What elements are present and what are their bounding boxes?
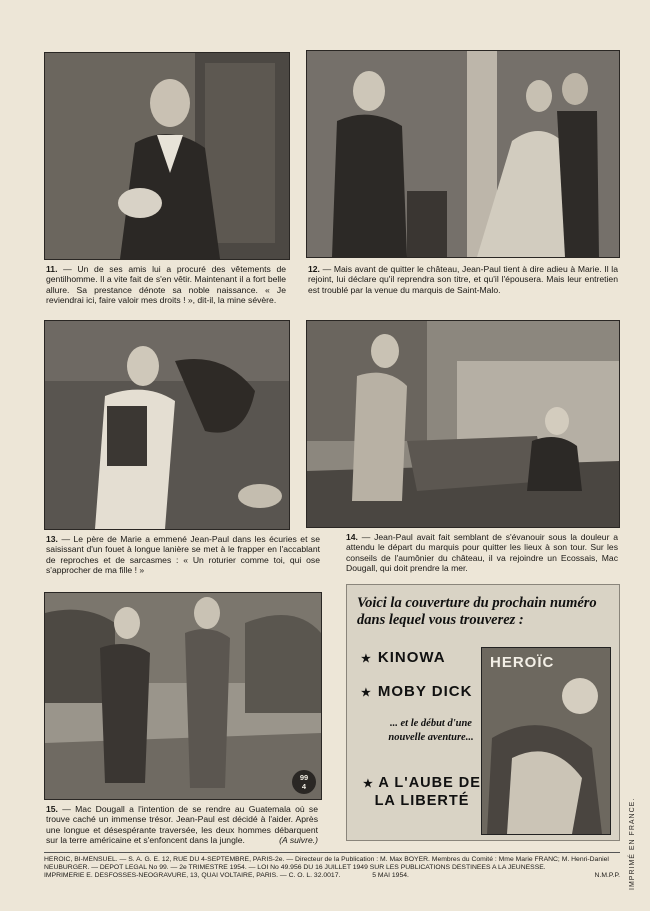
nmpp-mark: N.M.P.P. [594, 872, 620, 880]
next-cover-image [481, 647, 611, 835]
star-icon: ★ [361, 687, 372, 699]
ad-item-kinowa [361, 649, 446, 666]
photo-panel-11 [44, 52, 290, 260]
ad-heading: Voici la couverture du prochain numéro dans lequel vous trouverez : [357, 595, 597, 628]
ad-small-text: ... et le début d'une nouvelle aventure... [388, 718, 474, 743]
panel-text: — Un de ses amis lui a procuré des vêtements de gentilhomme. Il a vite fait de s'en vêtir. Maintenant il a fort belle allure. Sa prestance dénote sa noble naissance. « Je reviendrai ici, faire valoir mes droits ! », dit-il, la mine sévère. [46, 264, 287, 306]
photo-panel-12 [306, 50, 620, 258]
star-icon: ★ [361, 653, 372, 665]
issue-badge [292, 770, 316, 794]
caption-panel-11 [46, 264, 286, 306]
imprint-line-1: HEROIC, BI-MENSUEL. — S. A. G. E. 12, RUE DU 4-SEPTEMBRE, PARIS-2e. — Directeur de la Publication : M. Max BOYER. Membres du Comité : Mme Marie FRANC; M. Henri-Daniel NEUBURGER. — DEPOT LEGAL No 99. — 2e TRIMESTRE 1954. — LOI No 49.956 DU 16 JUILLET 1949 SUR LES PUBLICATIONS DESTINEES A LA JEUNESSE. [44, 856, 609, 872]
print-date: 5 MAI 1954. [372, 872, 409, 880]
ad-item-moby-dick [361, 683, 472, 700]
badge-bottom: 4 [301, 782, 307, 791]
ad-final-title [361, 775, 483, 809]
footer-rule [44, 852, 620, 853]
printer-info: IMPRIMERIE E. DESFOSSES-NEOGRAVURE, 13, QUAI VOLTAIRE, PARIS. — C. O. L. 32.0017. [44, 872, 341, 880]
caption-panel-12 [308, 264, 618, 295]
imprint-footer [44, 856, 620, 881]
imprint-line-2 [44, 872, 620, 880]
to-be-continued: (A suivre.) [279, 835, 318, 846]
caption-panel-13 [46, 534, 320, 576]
star-icon: ★ [363, 778, 374, 790]
panel-number: 13. [46, 534, 58, 544]
photo-panel-15 [44, 592, 322, 800]
printed-in-france-vertical [629, 797, 639, 890]
badge-top: 99 [299, 773, 309, 782]
next-issue-ad [346, 584, 620, 841]
panel-text: — Jean-Paul avait fait semblant de s'évanouir sous la douleur a attendu le départ du marquis pour quitter les lieux à son tour. Sur les conseils de l'aumônier du château, il va rejoindre un Ecossais, Mac Dougall, qui doit prendre la mer. [346, 532, 619, 574]
panel-number: 15. [46, 804, 58, 814]
cover-logo: HEROÏC [490, 654, 555, 671]
photo-panel-13 [44, 320, 290, 530]
panel-text: — Mac Dougall a l'intention de se rendre au Guatemala où se trouve caché un immense trésor. Jean-Paul est décidé à l'aider. Après une longue et désespérante traversée, les deux hommes débarquent sur la terre américaine et s'enfoncent dans la jungle. [46, 804, 318, 846]
panel-text: — Mais avant de quitter le château, Jean-Paul tient à dire adieu à Marie. Il la rejoint, lui déclare qu'il reprendra son titre, et qu'il l'épousera. Mais leur entretien est troublé par la venue du marquis de Saint-Malo. [308, 264, 618, 295]
ad-item-label: KINOWA [377, 649, 446, 666]
panel-text: — Le père de Marie a emmené Jean-Paul dans les écuries et se saisissant d'un fouet à longue lanière se met à le frapper en l'accablant de reproches et de sarcasmes : « Un roturier comme toi, qui ose s'approcher de ma fille ! » [46, 534, 321, 576]
ad-item-label: MOBY DICK [377, 683, 473, 700]
caption-panel-15 [46, 804, 318, 846]
ad-final-label: A L'AUBE DE LA LIBERTÉ [374, 775, 481, 809]
side-text: IMPRIMÉ EN FRANCE. [629, 797, 636, 890]
panel-number: 14. [346, 532, 358, 542]
panel-number: 11. [46, 264, 58, 274]
photo-panel-14 [306, 320, 620, 528]
panel-number: 12. [308, 264, 320, 274]
caption-panel-14 [346, 532, 618, 574]
